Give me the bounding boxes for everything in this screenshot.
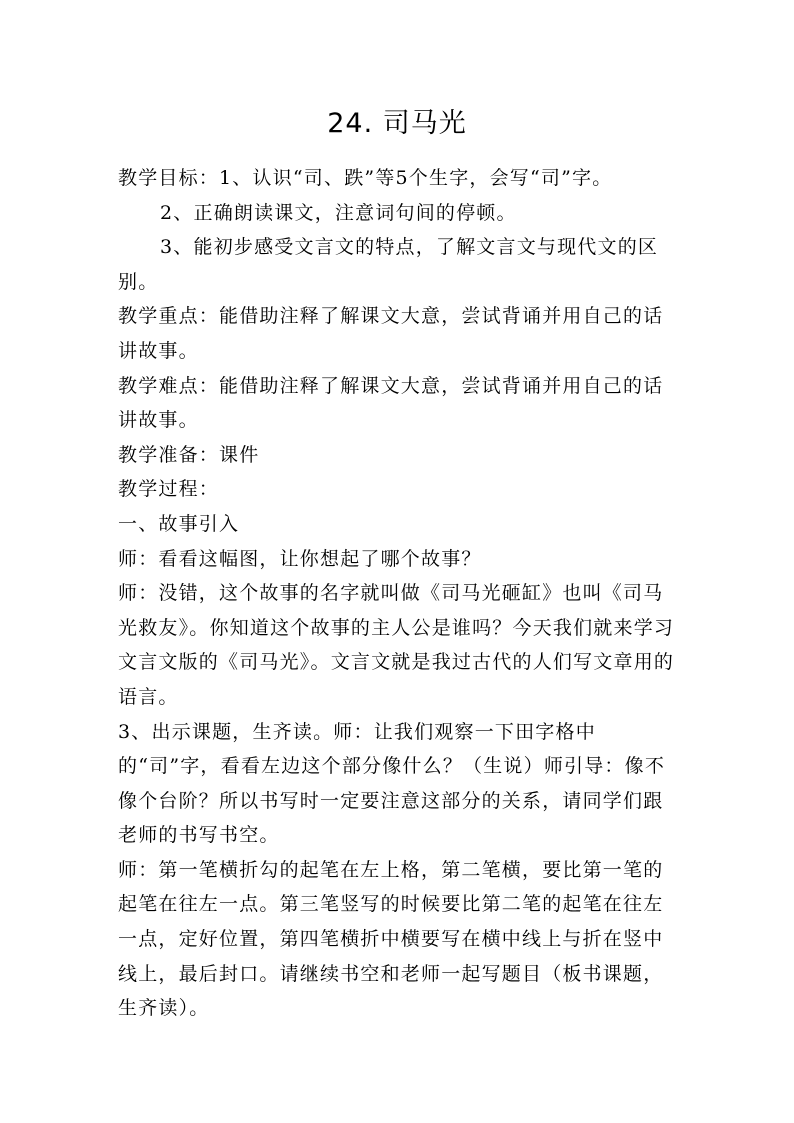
teaching-key-point: 教学重点：能借助注释了解课文大意，尝试背诵并用自己的话讲故事。 [118,305,664,362]
teaching-objective-2: 2、正确朗读课文，注意词句间的停顿。 [160,201,517,224]
lesson-body [118,161,680,1026]
teaching-difficulty: 教学难点：能借助注释了解课文大意，尝试背诵并用自己的话讲故事。 [118,374,664,432]
teaching-process-heading: 教学过程： [118,478,220,501]
teacher-line-stroke-order: 师：第一笔横折勾的起笔在左上格，第二笔横，要比第一笔的起笔在往左一点。第三笔竖写的时候要比第二笔的起笔在往左一点，定好位置，第四笔横折中横要写在横中线上与折在竖中线上，最后封口。请继续书空和老师一起写题目（板书课题，生齐读）。 [118,858,664,1020]
step-show-title: 3、出示课题，生齐读。师：让我们观察一下田字格中的“司”字，看看左边这个部分像什么？（生说）师引导：像不像个台阶？所以书写时一定要注意这部分的关系，请同学们跟老师的书写书空。 [118,720,666,847]
teacher-line-story-name: 师：没错，这个故事的名字就叫做《司马光砸缸》也叫《司马光救友》。你知道这个故事的主人公是谁吗？今天我们就来学习文言文版的《司马光》。文言文就是我过古代的人们写文章用的语言。 [118,582,675,708]
teacher-line-picture: 师：看看这幅图，让你想起了哪个故事？ [118,547,482,570]
teaching-objective-1: 教学目标：1、认识“司、跌”等5个生字，会写“司”字。 [118,167,613,189]
teaching-preparation: 教学准备：课件 [118,443,260,466]
teaching-objective-3: 3、能初步感受文言文的特点，了解文言文与现代文的区别。 [118,236,659,293]
lesson-title: 24. 司马光 [327,108,467,139]
section-heading-story-intro: 一、故事引入 [118,512,240,535]
